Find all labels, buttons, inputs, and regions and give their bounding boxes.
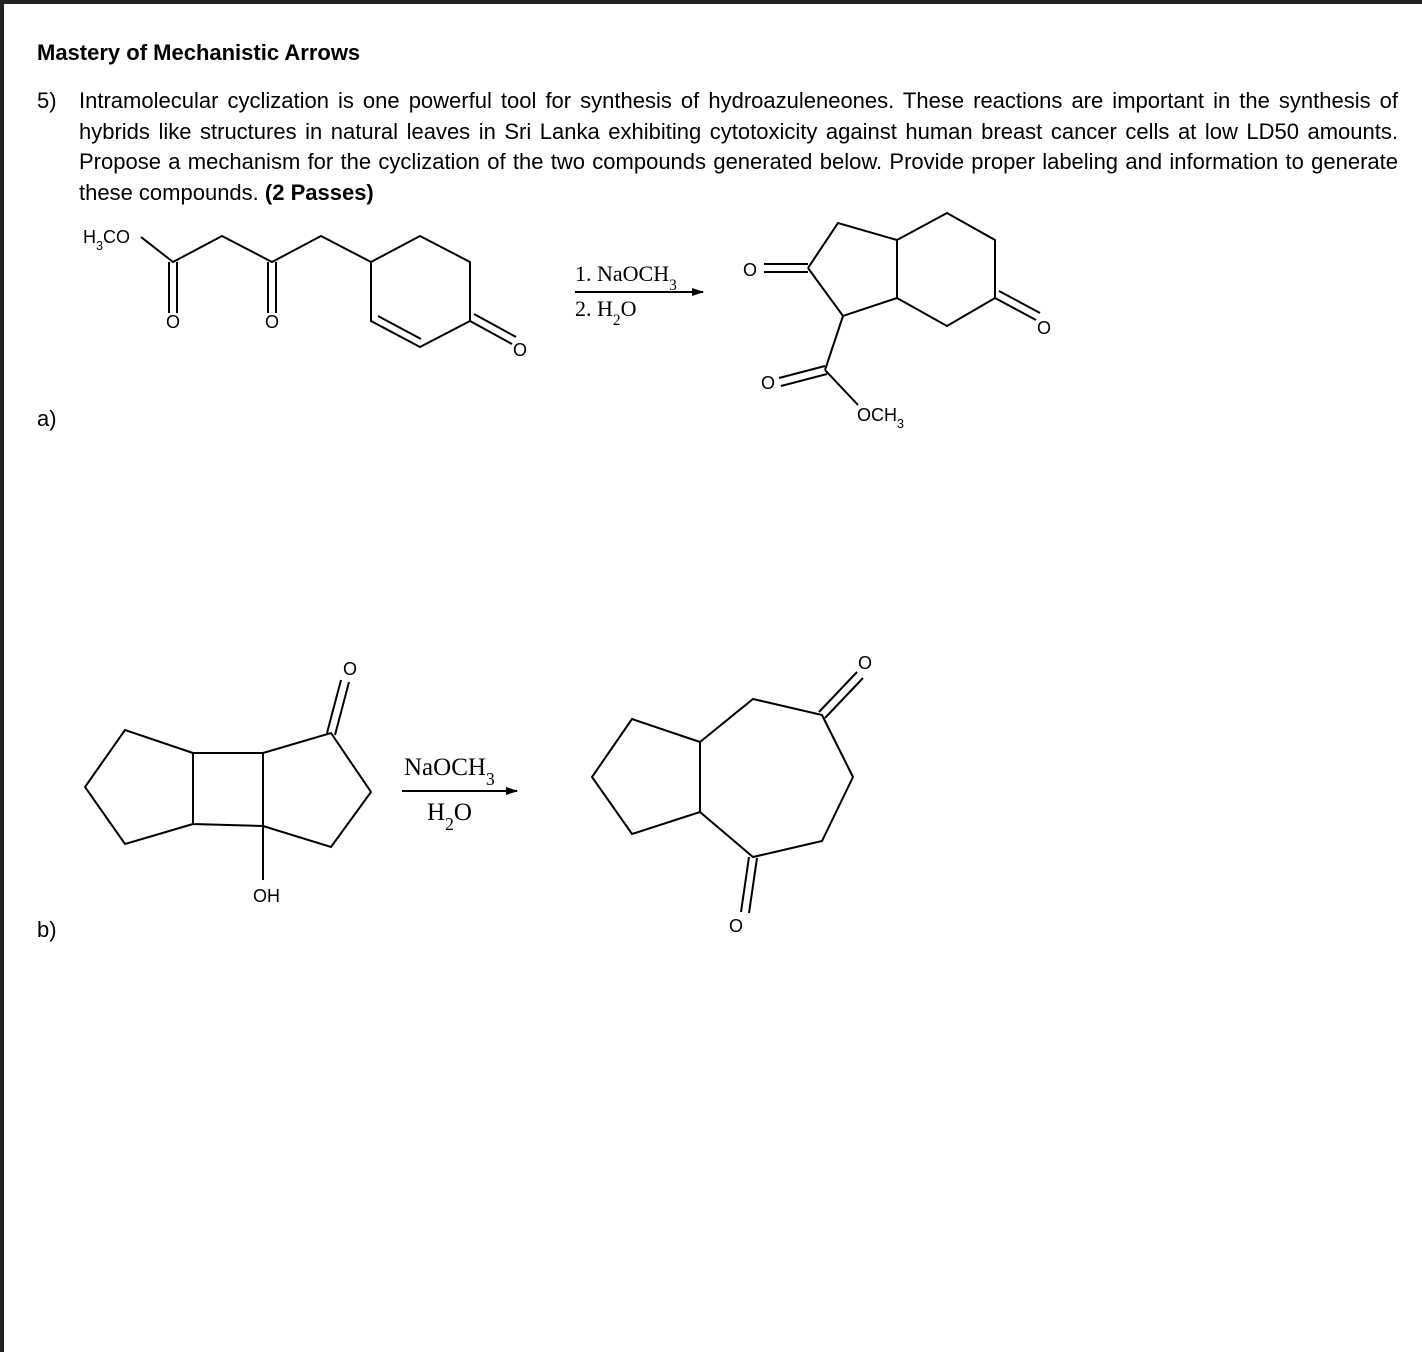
part-b-ketone-bond-a xyxy=(327,680,341,733)
part-b-product xyxy=(592,653,872,936)
part-a-product-ketone1-oxygen: O xyxy=(743,260,758,280)
part-a-reactant xyxy=(83,227,527,360)
section-title: Mastery of Mechanistic Arrows xyxy=(37,40,361,65)
part-b-reagent-bottom: $H_2O$ xyxy=(427,799,472,834)
part-a-product-ketone2-bond-b xyxy=(999,291,1040,313)
part-a-product-ketone2-oxygen: O xyxy=(1037,318,1052,338)
part-a-product-ester-bond xyxy=(825,316,843,370)
part-a-product-methoxy-bond xyxy=(825,370,858,405)
part-a-reagent-1: 1. NaOCH$_3$ xyxy=(575,261,677,294)
part-a-product-methoxy-label: $OCH_3$ xyxy=(857,405,905,431)
part-a-ketone-bond-b xyxy=(474,314,516,337)
question-body: Intramolecular cyclization is one powerful tool for synthesis of hydroazuleneones. These reactions are important in the synthesis of hybrids like structures in natural leaves in Sri Lanka exhibiting cytotoxicity against human breast cancer cells at low LD50 amounts. Propose a mechanism for the cyclization of the two compounds generated below. Provide proper labeling and information to generate these compounds. xyxy=(79,88,1398,205)
part-a-product-five-ring xyxy=(808,223,897,316)
part-b-product-five-ring xyxy=(592,719,700,834)
question-points: (2 Passes) xyxy=(264,179,374,205)
part-b-ketone-bond-b xyxy=(335,682,349,735)
part-b-label: b) xyxy=(37,917,57,942)
part-a-chain-bonds xyxy=(141,236,371,262)
part-b-product-ketone2-bond-a xyxy=(741,857,749,912)
part-a-product xyxy=(743,213,1051,431)
part-b-reagent-top: NaOCH$_3$ xyxy=(404,754,495,789)
part-a-carbonyl1-oxygen: O xyxy=(166,312,181,332)
part-b-product-ketone2-bond-b xyxy=(749,858,757,913)
part-b-right-five-ring xyxy=(263,733,371,847)
part-b-hydroxyl-label: OH xyxy=(253,886,280,906)
part-a-ketone-bond-a xyxy=(470,321,512,344)
question-number: 5) xyxy=(37,88,57,113)
part-b-product-ketone1-bond-b xyxy=(825,678,863,718)
part-a-carbonyl2-oxygen: O xyxy=(265,312,280,332)
part-b-reactant xyxy=(85,659,371,906)
part-b-reaction-arrow xyxy=(402,754,517,834)
part-a-ketone-oxygen: O xyxy=(513,340,528,360)
part-a-product-ester-oxygen: O xyxy=(761,373,776,393)
part-a-ring-bonds xyxy=(371,236,470,347)
part-b-product-ketone1-oxygen: O xyxy=(858,653,873,673)
part-b-product-ketone2-oxygen: O xyxy=(729,916,744,936)
part-a-methoxy-label: $H_3CO$ xyxy=(83,227,131,253)
part-a-reaction-arrow xyxy=(575,261,703,329)
part-b-left-five-ring xyxy=(85,730,193,844)
part-a-label: a) xyxy=(37,406,57,431)
part-b-product-ketone1-bond-a xyxy=(819,672,857,712)
part-b-four-ring xyxy=(193,753,263,826)
part-a-product-ketone2-bond-a xyxy=(995,298,1036,320)
part-b-ketone-oxygen: O xyxy=(343,659,358,679)
part-b-product-seven-ring xyxy=(700,699,853,857)
part-a-reagent-2: 2. $H_2O$ xyxy=(575,296,637,329)
part-a-product-six-ring xyxy=(897,213,995,326)
